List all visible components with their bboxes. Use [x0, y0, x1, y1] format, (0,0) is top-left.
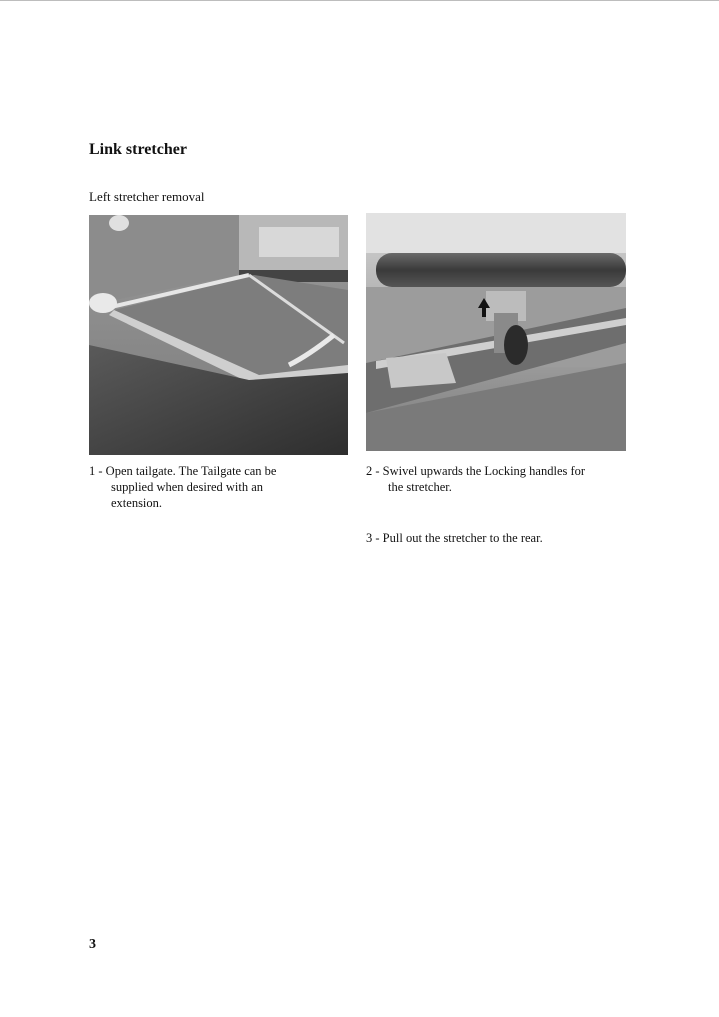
step-3-line1: Pull out the stretcher to the rear.	[382, 531, 543, 545]
step-2-number: 2	[366, 464, 373, 478]
locking-handle-photo	[366, 213, 626, 451]
step-1-line3: extension.	[111, 496, 163, 510]
section-subtitle: Left stretcher removal	[89, 189, 205, 204]
page-number: 3	[89, 937, 96, 952]
top-rule	[0, 0, 719, 1]
step-3-number: 3	[366, 531, 373, 545]
step-3: 3 - Pull out the stretcher to the rear.	[366, 531, 543, 545]
page-title: Link stretcher	[89, 141, 187, 158]
step-1-number: 1	[89, 464, 96, 478]
step-1-line1-wrap: 1 - Open tailgate. The Tailgate can be	[89, 464, 277, 478]
step-2	[366, 463, 636, 495]
step-2-line1-wrap: 2 - Swivel upwards the Locking handles for	[366, 464, 586, 478]
tailgate-photo	[89, 215, 348, 455]
step-2-line1: Swivel upwards the Locking handles for	[382, 464, 586, 478]
step-1	[89, 463, 349, 511]
step-2-line2: the stretcher.	[388, 480, 452, 494]
step-1-line1: Open tailgate. The Tailgate can be	[105, 464, 277, 478]
tailgate-photo-image	[89, 215, 348, 455]
locking-handle-photo-image	[366, 213, 626, 451]
step-1-line2: supplied when desired with an	[111, 480, 264, 494]
